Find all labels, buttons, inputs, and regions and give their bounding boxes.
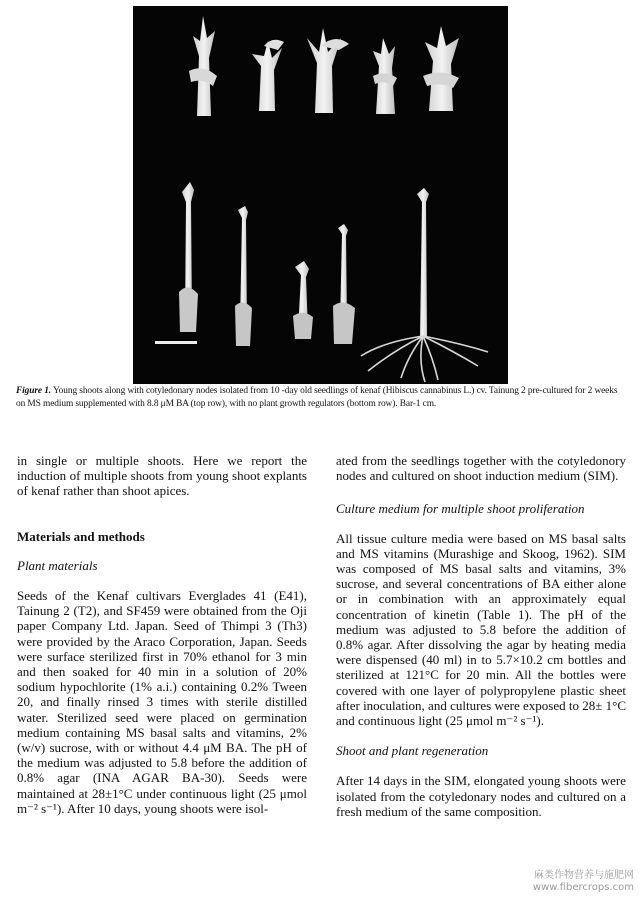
root-cluster xyxy=(361,336,488,382)
section-heading-methods: Materials and methods xyxy=(17,528,145,544)
top-row-shoots xyxy=(189,16,459,116)
shoot-regeneration-paragraph: After 14 days in the SIM, elongated young shoots were isolated from the cotyledonary nodes and cultured on a fresh medium of the same composition. xyxy=(336,773,626,819)
scale-bar xyxy=(155,341,197,344)
intro-paragraph: in single or multiple shoots. Here we report the induction of multiple shoots from young shoot explants of kenaf rather than shoot apices. xyxy=(17,453,307,499)
culture-medium-paragraph: All tissue culture media were based on MS basal salts and MS vitamins (Murashige and Skoog, 1962). SIM was composed of MS basal salts and vitamins, 3% sucrose, and several concentrations of BA either alone or in combination with an approximately equal concentration of kinetin (Table 1). The pH of the medium was adjusted to 5.8 before the addition of 0.8% agar. After dissolving the agar by heating media were dispensed (40 ml) in to 5.7×10.2 cm bottles and sterilized at 121°C for 20 min. All the bottles were covered with one layer of polypropylene plastic sheet after inoculation, and cultures were exposed to 28± 1°C and continuous light (25 μmol m⁻² s⁻¹). xyxy=(336,530,626,729)
subheading-shoot-regeneration: Shoot and plant regeneration xyxy=(336,743,489,759)
bottom-row-shoots xyxy=(179,182,429,346)
caption-text: Young shoots along with cotyledonary nodes isolated from 10 -day old seedlings of kenaf (Hibiscus cannabinus L.) cv. Tainung 2 pre-cultured for 2 weeks on MS medium supplemented with 8.8 μM BA (top row), with no plant growth regulators (bottom row). Bar-1 cm. xyxy=(16,386,618,409)
figure-photo xyxy=(133,6,508,384)
watermark-line-1: 麻类作物营养与施肥网 xyxy=(534,870,634,881)
plant-materials-paragraph: Seeds of the Kenaf cultivars Everglades 41 (E41), Tainung 2 (T2), and SF459 were obtained from the Oji paper Company Ltd. Japan. Seed of Thimpi 3 (Th3) were provided by the Araco Corporation, Japan. Seeds were surface sterilized first in 70% ethanol for 3 min and then soaked for 40 min in a solution of 20% sodium hypochlorite (1% a.i.) containing 0.2% Tween 20, and finally rinsed 3 times with sterile distilled water. Sterilized seed were placed on germination medium containing MS basal salts and vitamins, 2%(w/v) sucrose, with or without 4.4 μM BA. The pH of the medium was adjusted to 5.8 before the addition of 0.8% agar (INA AGAR BA-30). Seeds were maintained at 28±1°C under continuous light (25 μmol m⁻² s⁻¹). After 10 days, young shoots were isol- xyxy=(17,588,307,816)
plant-shoots-image xyxy=(133,6,508,384)
continuation-paragraph: ated from the seedlings together with the cotyledonory nodes and cultured on shoot induction medium (SIM). xyxy=(336,453,626,484)
subheading-plant-materials: Plant materials xyxy=(17,557,98,573)
caption-label: Figure 1. xyxy=(16,386,52,396)
site-watermark xyxy=(533,870,634,894)
right-column xyxy=(336,453,626,819)
watermark-line-2: www.fibercrops.com xyxy=(532,882,634,893)
left-column xyxy=(17,453,307,816)
figure-caption xyxy=(16,385,628,410)
subheading-culture-medium: Culture medium for multiple shoot proliferation xyxy=(336,501,585,517)
